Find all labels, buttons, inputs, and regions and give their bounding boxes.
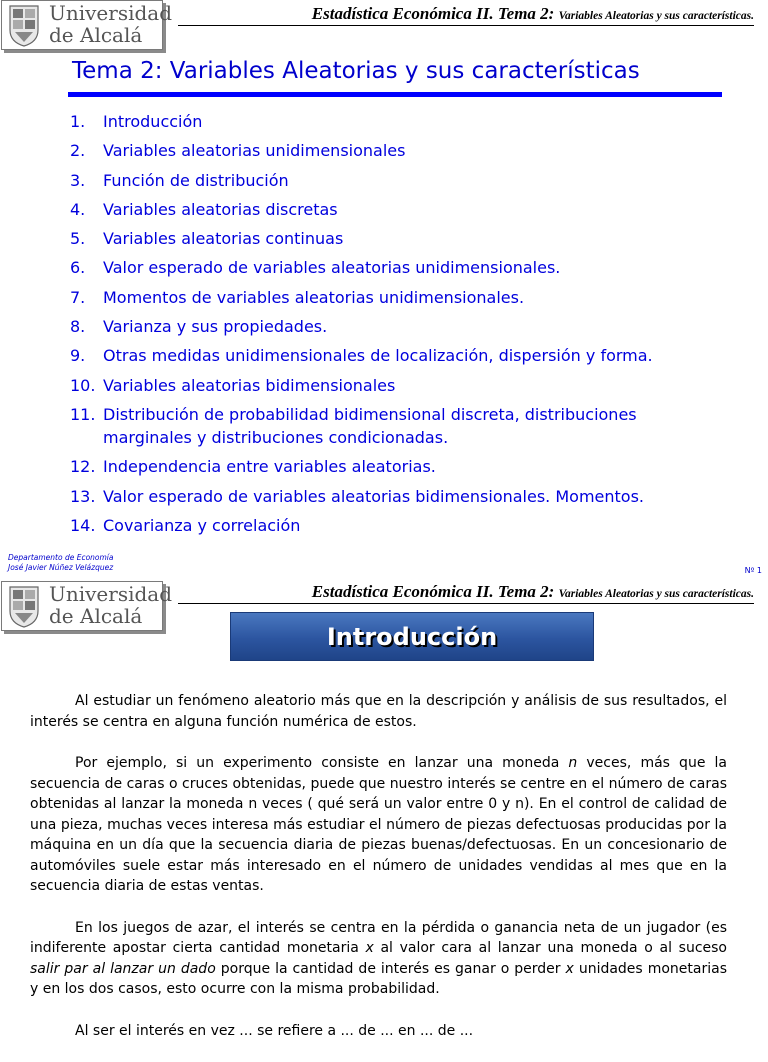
- toc-item-number: 12.: [70, 457, 96, 477]
- toc-item: [70, 286, 730, 309]
- header-course: Estadística Económica II. Tema 2:: [311, 582, 559, 601]
- toc-item: [70, 514, 730, 537]
- toc-item-text: Variables aleatorias continuas: [103, 229, 344, 249]
- university-crest-icon: [5, 3, 43, 47]
- paragraph-1: Al estudiar un fenómeno aleatorio más que en la descripción y análisis de sus resultados, el interés se centra en alguna función numérica de estos.: [30, 693, 727, 730]
- toc-item: [70, 344, 730, 367]
- toc-item-text: Otras medidas unidimensionales de localización, dispersión y forma.: [103, 346, 653, 366]
- paragraph-3-part: En los juegos de azar, el interés se centra en la pérdida o ganancia neta de un jugador (es indiferente apostar cierta cantidad monetaria: [30, 919, 727, 956]
- toc-item-number: 10.: [70, 375, 96, 395]
- paragraph-3-italic: x: [365, 940, 374, 956]
- slide-footer: [8, 553, 114, 573]
- toc-item-text: Valor esperado de variables aleatorias bidimensionales. Momentos.: [103, 486, 644, 506]
- logo-line-1: Universidad: [49, 582, 173, 606]
- toc-item-text: Independencia entre variables aleatorias.: [103, 457, 436, 477]
- footer-author: José Javier Núñez Velázquez: [8, 563, 114, 572]
- toc-item-text: Introducción: [103, 112, 203, 131]
- toc-item: [70, 485, 730, 508]
- toc-item-text: Variables aleatorias unidimensionales: [103, 141, 406, 161]
- toc-item-number: 2.: [70, 141, 86, 161]
- toc-item-number: 14.: [70, 515, 96, 535]
- footer-department: Departamento de Economía: [8, 553, 114, 562]
- toc-item-number: 13.: [70, 486, 96, 506]
- toc-item: [70, 227, 730, 250]
- toc-item-text: Covarianza y correlación: [103, 515, 301, 535]
- toc-item-text: Distribución de probabilidad bidimensional discreta, distribuciones marginales y distribuciones condicionadas.: [103, 404, 637, 447]
- toc-item-number: 7.: [70, 287, 86, 307]
- toc-item-text: Momentos de variables aleatorias unidimensionales.: [103, 287, 525, 307]
- header-topic: Variables Aleatorias y sus características.: [558, 588, 754, 600]
- logo-text: [49, 583, 172, 627]
- header-course: Estadística Económica II. Tema 2:: [311, 4, 559, 23]
- toc-item-number: 4.: [70, 199, 86, 219]
- logo-line-2: de Alcalá: [49, 23, 143, 47]
- toc-item: [70, 315, 730, 338]
- body-text: [30, 691, 727, 1062]
- toc-item-text: Variables aleatorias bidimensionales: [103, 375, 396, 395]
- logo-text: [49, 2, 172, 46]
- toc-item: [70, 455, 730, 478]
- toc-item: [70, 403, 730, 449]
- table-of-contents: [70, 110, 730, 543]
- toc-item-number: 3.: [70, 170, 86, 190]
- toc-item-text: Función de distribución: [103, 170, 289, 190]
- paragraph-2: [30, 753, 727, 897]
- toc-item: [70, 169, 730, 192]
- paragraph-4: Al ser el interés en vez ... se refiere a ... de ... en ... de ...: [75, 1022, 474, 1039]
- toc-item: [70, 110, 730, 133]
- slide-header: [178, 4, 754, 26]
- paragraph-3: [30, 918, 727, 1000]
- title-underline: [68, 92, 722, 97]
- slide-header: [178, 582, 754, 604]
- header-topic: Variables Aleatorias y sus características.: [558, 10, 754, 22]
- toc-item-text: Valor esperado de variables aleatorias unidimensionales.: [103, 258, 561, 278]
- logo-line-1: Universidad: [49, 1, 173, 25]
- slide-title: Tema 2: Variables Aleatorias y sus características: [72, 58, 640, 84]
- toc-item: [70, 198, 730, 221]
- toc-item-number: 1.: [70, 112, 86, 131]
- toc-item: [70, 139, 730, 162]
- paragraph-3-part: al valor cara al lanzar una moneda o al suceso: [373, 940, 727, 956]
- slide-2: [0, 578, 768, 1039]
- paragraph-3-part: unidades monetarias y en los dos casos, esto ocurre con la misma probabilidad.: [30, 960, 727, 997]
- paragraph-2-part: veces, más que la secuencia de caras o cruces obtenidas, puede que nuestro interés se centre en el número de caras obtenidas al lanzar la moneda n veces ( qué será un valor entre 0 y n). En el control de calidad de una pieza, muchas veces interesa más estudiar el número de piezas defectuosas producidas por la máquina en un día que la secuencia diaria de piezas buenas/defectuosas. En un concesionario de automóviles suele estar más interesado en el número de unidades vendidas al mes que en la secuencia diaria de estas ventas.: [30, 755, 727, 894]
- toc-item-number: 9.: [70, 346, 86, 366]
- paragraph-2-italic: n: [568, 755, 578, 771]
- toc-item-number: 8.: [70, 317, 86, 337]
- toc-item-text: Variables aleatorias discretas: [103, 199, 338, 219]
- toc-item-number: 5.: [70, 229, 86, 249]
- logo-line-2: de Alcalá: [49, 604, 143, 628]
- toc-item: [70, 374, 730, 397]
- toc-item: [70, 256, 730, 279]
- university-crest-icon: [5, 584, 43, 628]
- toc-item-number: 6.: [70, 258, 86, 278]
- paragraph-3-italic: x: [565, 960, 574, 977]
- toc-item-text: Varianza y sus propiedades.: [103, 317, 328, 337]
- university-logo: [1, 581, 173, 631]
- section-banner: Introducción: [230, 612, 594, 661]
- page-number: Nº 1: [744, 566, 762, 575]
- paragraph-3-part: porque la cantidad de interés es ganar o perder: [215, 960, 566, 977]
- paragraph-2-part: Por ejemplo, si un experimento consiste en lanzar una moneda: [75, 755, 569, 771]
- toc-item-number: 11.: [70, 404, 96, 424]
- paragraph-3-italic: salir par al lanzar un dado: [30, 960, 216, 977]
- university-logo: [1, 0, 173, 50]
